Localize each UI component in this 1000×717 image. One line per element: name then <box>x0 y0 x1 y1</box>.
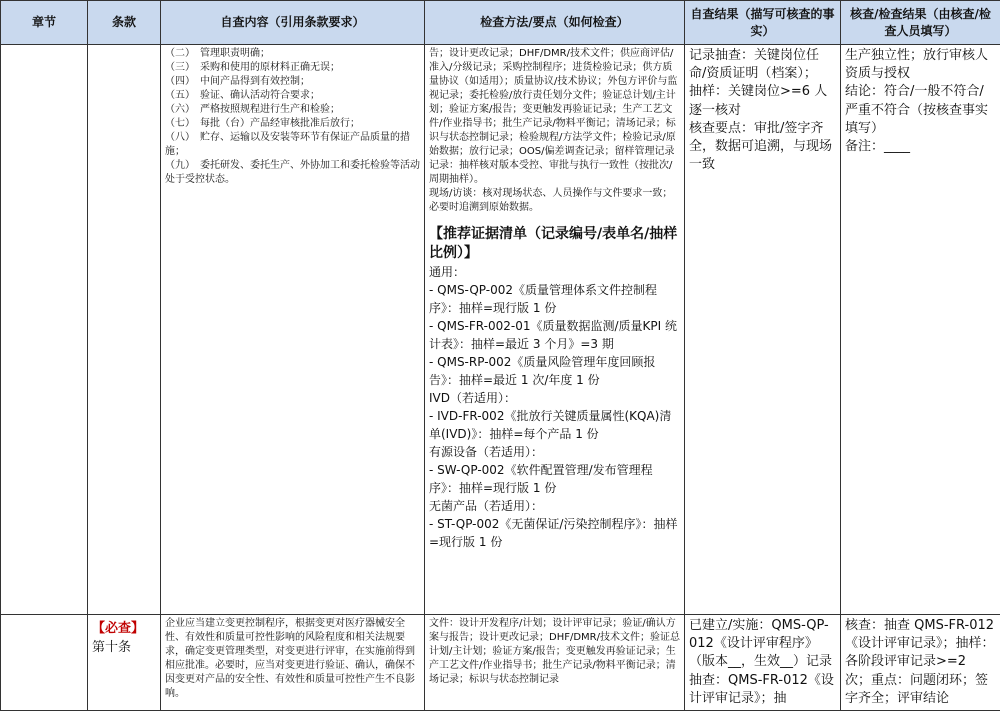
content-line: （九） 委托研发、委托生产、外协加工和委托检验等活动处于受控状态。 <box>165 160 420 185</box>
evidence-line: IVD（若适用）： <box>429 391 516 405</box>
evidence-line: 通用： <box>429 265 466 279</box>
evidence-line: - SW-QP-002《软件配置管理/发布管理程序》：抽样=现行版 1 份 <box>429 463 653 495</box>
chapter-cell <box>1 45 88 615</box>
check-result-cell: 核查：抽查 QMS-FR-012《设计评审记录》；抽样：各阶段评审记录>=2 次；重点：问题闭环；签字齐全；评审结论 <box>841 615 1000 711</box>
content-line: （六） 严格按照规程进行生产和检验； <box>165 104 340 115</box>
content-cell <box>161 45 425 615</box>
self-result-line: 核查要点：审批/签字齐全，数据可追溯，与现场一致 <box>689 120 833 173</box>
evidence-line: - ST-QP-002《无菌保证/污染控制程序》：抽样=现行版 1 份 <box>429 517 678 549</box>
content-line: （四） 中间产品得到有效控制； <box>165 76 310 87</box>
self-result-line: 记录抽查：关键岗位任命/资质证明（档案）； <box>689 48 820 82</box>
header-self-result: 自查结果（描写可核查的事实） <box>685 1 841 45</box>
clause-cell <box>88 45 161 615</box>
content-line: （八） 贮存、运输以及安装等环节有保证产品质量的措施； <box>165 132 410 157</box>
evidence-line: - QMS-RP-002《质量风险管理年度回顾报告》：抽样=最近 1 次/年度 1 份 <box>429 355 656 387</box>
content-line: （二） 管理职责明确； <box>165 48 270 59</box>
content-line: （七） 每批（台）产品经审核批准后放行； <box>165 118 360 129</box>
check-result-line: 生产独立性；放行审核人资质与授权 <box>845 48 989 82</box>
table-row <box>1 615 1000 711</box>
evidence-line: 有源设备（若适用）： <box>429 445 544 459</box>
evidence-line: - QMS-FR-002-01《质量数据监测/质量KPI 统计表》：抽样=最近 3 个月》=3 期 <box>429 319 677 351</box>
content-line: （五） 验证、确认活动符合要求； <box>165 90 320 101</box>
clause-number: 第十条 <box>92 640 132 655</box>
header-chapter: 章节 <box>1 1 88 45</box>
self-result-cell <box>685 45 841 615</box>
must-check-badge: 【必查】 <box>92 621 145 636</box>
check-result-cell <box>841 45 1000 615</box>
header-clause: 条款 <box>88 1 161 45</box>
method-cell <box>425 45 685 615</box>
method-cell: 文件：设计开发程序/计划；设计评审记录；验证/确认方案与报告；设计更改记录；DHF/DMR/技术文件；验证总计划/主计划；验证方案/报告；变更触发再验证记录；生产工艺文件/作业指导书；批生产记录/物料平衡记录；清场记录；标识与状态控制记录 <box>425 615 685 711</box>
method-text: 现场/访谈：核对现场状态、人员操作与文件要求一致；必要时追溯到原始数据。 <box>429 188 673 213</box>
self-result-cell: 已建立/实施：QMS-QP-012《设计评审程序》（版本__，生效__）记录抽查：QMS-FR-012《设计评审记录》；抽 <box>685 615 841 711</box>
check-result-line: 备注：____ <box>845 139 911 155</box>
evidence-title: 【推荐证据清单（记录编号/表单名/抽样比例）】 <box>429 226 678 261</box>
check-result-line: 结论：符合/一般不符合/严重不符合（按核查事实填写） <box>845 84 989 136</box>
evidence-line: - IVD-FR-002《批放行关键质量属性(KQA)清单(IVD)》：抽样=每个产品 1 份 <box>429 409 672 441</box>
evidence-line: 无菌产品（若适用）： <box>429 499 544 513</box>
header-method: 检查方法/要点（如何检查） <box>425 1 685 45</box>
self-result-line: 抽样：关键岗位>=6 人逐一核对 <box>689 84 828 118</box>
content-cell: 企业应当建立变更控制程序，根据变更对医疗器械安全性、有效性和质量可控性影响的风险程度和相关法规要求，确定变更管理类型，对变更进行评审，在实施前得到相应批准。必要时，应当对变更进行验证、确认，确保不因变更对产品的安全性、有效性和质量可控性产生不良影响。 <box>161 615 425 711</box>
header-content: 自查内容（引用条款要求） <box>161 1 425 45</box>
clause-cell <box>88 615 161 711</box>
content-line: （三） 采购和使用的原材料正确无误； <box>165 62 340 73</box>
evidence-line: - QMS-QP-002《质量管理体系文件控制程序》：抽样=现行版 1 份 <box>429 283 657 315</box>
method-text: 告；设计更改记录；DHF/DMR/技术文件；供应商评估/准入/分级记录；采购控制程序；进货检验记录；供方质量协议（如适用）；质量协议/技术协议；外包方评价与监视记录；委托检验/放行责任划分文件；验证总计划/主计划；验证方案/报告；变更触发再验证记录；生产工艺文件/作业指导书；批生产记录/物料平衡记；清场记录；标识与状态控制记录；检验规程/方法学文件；检验记录/原始数据；放行记录；OOS/偏差调查记录；留样管理记录 <box>429 48 678 157</box>
method-text: 记录：抽样核对版本受控、审批与执行一致性（按批次/周期抽样）。 <box>429 160 673 185</box>
header-row <box>1 1 1000 45</box>
header-check-result: 核查/检查结果（由核查/检查人员填写） <box>841 1 1000 45</box>
table-row <box>1 45 1000 615</box>
chapter-cell <box>1 615 88 711</box>
